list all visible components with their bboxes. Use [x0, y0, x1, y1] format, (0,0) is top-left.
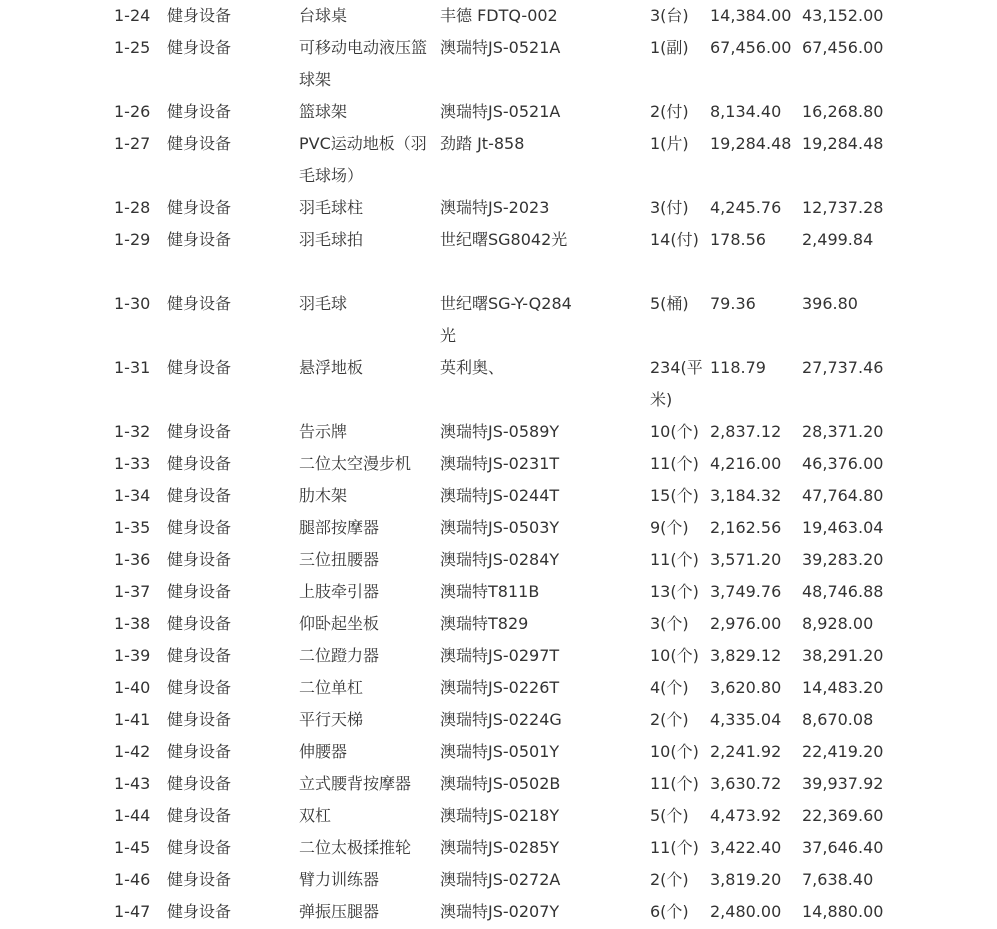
row-quantity: 2(付) [650, 102, 689, 121]
row-id: 1-32 [114, 422, 151, 441]
row-unit-price: 4,335.04 [710, 710, 782, 729]
row-brand: 澳瑞特JS-0224G [440, 710, 562, 729]
row-id: 1-28 [114, 198, 151, 217]
row-quantity: 3(个) [650, 614, 689, 633]
row-total: 48,746.88 [802, 582, 884, 601]
row-category: 健身设备 [167, 710, 232, 729]
row-quantity: 13(个) [650, 582, 699, 601]
row-name: 弹振压腿器 [299, 902, 380, 921]
row-quantity: 11(个) [650, 454, 699, 473]
row-total: 396.80 [802, 294, 858, 313]
row-name: 上肢牵引器 [299, 582, 380, 601]
row-quantity: 3(台) [650, 6, 689, 25]
row-name: 二位单杠 [299, 678, 364, 697]
row-category: 健身设备 [167, 486, 232, 505]
row-total: 7,638.40 [802, 870, 874, 889]
row-quantity: 10(个) [650, 742, 699, 761]
row-id: 1-29 [114, 230, 151, 249]
row-total: 19,463.04 [802, 518, 884, 537]
row-id: 1-36 [114, 550, 151, 569]
row-name: 可移动电动液压篮球架 [299, 38, 428, 89]
row-total: 14,483.20 [802, 678, 884, 697]
row-total: 39,937.92 [802, 774, 884, 793]
row-unit-price: 2,241.92 [710, 742, 782, 761]
row-brand: 澳瑞特JS-0589Y [440, 422, 560, 441]
row-unit-price: 3,829.12 [710, 646, 782, 665]
row-id: 1-45 [114, 838, 151, 857]
row-total: 37,646.40 [802, 838, 884, 857]
row-name: 二位太极揉推轮 [299, 838, 412, 857]
row-quantity: 9(个) [650, 518, 689, 537]
row-quantity: 4(个) [650, 678, 689, 697]
row-category: 健身设备 [167, 646, 232, 665]
row-total: 43,152.00 [802, 6, 884, 25]
row-id: 1-47 [114, 902, 151, 921]
row-quantity: 1(片) [650, 134, 689, 153]
row-brand: 澳瑞特JS-0297T [440, 646, 560, 665]
row-id: 1-27 [114, 134, 151, 153]
row-quantity: 5(个) [650, 806, 689, 825]
row-id: 1-31 [114, 358, 151, 377]
row-name: 悬浮地板 [299, 358, 364, 377]
row-brand: 澳瑞特T829 [440, 614, 529, 633]
row-id: 1-38 [114, 614, 151, 633]
row-brand: 澳瑞特JS-0231T [440, 454, 560, 473]
row-total: 8,670.08 [802, 710, 874, 729]
row-unit-price: 3,422.40 [710, 838, 782, 857]
row-id: 1-25 [114, 38, 151, 57]
table-row [0, 864, 997, 896]
row-id: 1-26 [114, 102, 151, 121]
row-total: 27,737.46 [802, 358, 884, 377]
row-id: 1-34 [114, 486, 151, 505]
row-unit-price: 118.79 [710, 358, 766, 377]
table-row [0, 192, 997, 224]
table-row [0, 576, 997, 608]
row-name: 羽毛球柱 [299, 198, 364, 217]
table-row [0, 896, 997, 928]
row-name: 臂力训练器 [299, 870, 380, 889]
row-id: 1-33 [114, 454, 151, 473]
row-brand: 澳瑞特JS-0521A [440, 38, 561, 57]
row-brand: 澳瑞特JS-0501Y [440, 742, 560, 761]
row-category: 健身设备 [167, 38, 232, 57]
table-row [0, 544, 997, 576]
row-total: 46,376.00 [802, 454, 884, 473]
row-quantity: 15(个) [650, 486, 699, 505]
row-total: 2,499.84 [802, 230, 874, 249]
row-brand: 澳瑞特JS-0502B [440, 774, 561, 793]
row-unit-price: 2,162.56 [710, 518, 782, 537]
row-name: 腿部按摩器 [299, 518, 380, 537]
row-quantity: 6(个) [650, 902, 689, 921]
row-id: 1-46 [114, 870, 151, 889]
row-brand: 劲踏 Jt-858 [440, 134, 525, 153]
table-row [0, 352, 997, 416]
row-brand: 英利奥、 [440, 358, 505, 377]
row-category: 健身设备 [167, 134, 232, 153]
row-name: 仰卧起坐板 [299, 614, 380, 633]
table-row [0, 224, 997, 288]
table-row [0, 608, 997, 640]
row-total: 47,764.80 [802, 486, 884, 505]
table-row [0, 736, 997, 768]
row-brand: 澳瑞特JS-2023 [440, 198, 550, 217]
row-category: 健身设备 [167, 102, 232, 121]
row-quantity: 11(个) [650, 774, 699, 793]
row-brand: 澳瑞特JS-0284Y [440, 550, 560, 569]
row-brand: 澳瑞特JS-0503Y [440, 518, 560, 537]
row-brand: 澳瑞特JS-0207Y [440, 902, 560, 921]
row-category: 健身设备 [167, 198, 232, 217]
table-row [0, 96, 997, 128]
row-id: 1-43 [114, 774, 151, 793]
row-name: 二位太空漫步机 [299, 454, 412, 473]
row-unit-price: 3,630.72 [710, 774, 782, 793]
row-name: 双杠 [299, 806, 332, 825]
row-brand: 澳瑞特T811B [440, 582, 540, 601]
row-unit-price: 4,245.76 [710, 198, 782, 217]
row-name: PVC运动地板（羽毛球场） [299, 134, 427, 185]
row-total: 22,369.60 [802, 806, 884, 825]
row-category: 健身设备 [167, 902, 232, 921]
table-row [0, 640, 997, 672]
row-unit-price: 3,749.76 [710, 582, 782, 601]
row-unit-price: 2,976.00 [710, 614, 782, 633]
row-category: 健身设备 [167, 294, 232, 313]
row-id: 1-42 [114, 742, 151, 761]
table-row [0, 288, 997, 352]
row-quantity: 11(个) [650, 550, 699, 569]
row-brand: 澳瑞特JS-0272A [440, 870, 561, 889]
row-unit-price: 3,620.80 [710, 678, 782, 697]
row-category: 健身设备 [167, 230, 232, 249]
row-name: 三位扭腰器 [299, 550, 380, 569]
row-unit-price: 4,473.92 [710, 806, 782, 825]
row-quantity: 14(付) [650, 230, 699, 249]
row-total: 14,880.00 [802, 902, 884, 921]
table-row [0, 416, 997, 448]
row-brand: 世纪曙SG-Y-Q284光 [440, 294, 572, 345]
table-row [0, 512, 997, 544]
row-unit-price: 2,837.12 [710, 422, 782, 441]
table-row [0, 448, 997, 480]
row-id: 1-41 [114, 710, 151, 729]
row-name: 二位蹬力器 [299, 646, 380, 665]
table-row [0, 0, 997, 32]
table-row [0, 800, 997, 832]
table-row [0, 480, 997, 512]
row-quantity: 3(付) [650, 198, 689, 217]
row-name: 告示牌 [299, 422, 348, 441]
row-total: 12,737.28 [802, 198, 884, 217]
row-category: 健身设备 [167, 870, 232, 889]
row-quantity: 234(平米) [650, 358, 703, 409]
row-category: 健身设备 [167, 742, 232, 761]
row-name: 伸腰器 [299, 742, 348, 761]
row-name: 肋木架 [299, 486, 348, 505]
row-category: 健身设备 [167, 614, 232, 633]
row-category: 健身设备 [167, 582, 232, 601]
row-brand: 世纪曙SG8042光 [440, 230, 568, 249]
row-name: 羽毛球 [299, 294, 348, 313]
table-row [0, 832, 997, 864]
row-brand: 澳瑞特JS-0285Y [440, 838, 560, 857]
row-unit-price: 2,480.00 [710, 902, 782, 921]
row-total: 16,268.80 [802, 102, 884, 121]
row-id: 1-30 [114, 294, 151, 313]
table-row [0, 704, 997, 736]
row-quantity: 1(副) [650, 38, 689, 57]
row-category: 健身设备 [167, 454, 232, 473]
row-name: 羽毛球拍 [299, 230, 364, 249]
row-total: 22,419.20 [802, 742, 884, 761]
row-category: 健身设备 [167, 422, 232, 441]
row-category: 健身设备 [167, 838, 232, 857]
row-id: 1-37 [114, 582, 151, 601]
row-quantity: 2(个) [650, 870, 689, 889]
row-brand: 澳瑞特JS-0521A [440, 102, 561, 121]
row-category: 健身设备 [167, 806, 232, 825]
row-category: 健身设备 [167, 6, 232, 25]
row-name: 篮球架 [299, 102, 348, 121]
row-quantity: 10(个) [650, 646, 699, 665]
row-id: 1-35 [114, 518, 151, 537]
row-unit-price: 3,571.20 [710, 550, 782, 569]
row-quantity: 2(个) [650, 710, 689, 729]
row-category: 健身设备 [167, 358, 232, 377]
table-row [0, 128, 997, 192]
row-unit-price: 3,184.32 [710, 486, 782, 505]
row-id: 1-24 [114, 6, 151, 25]
row-unit-price: 3,819.20 [710, 870, 782, 889]
row-brand: 澳瑞特JS-0226T [440, 678, 560, 697]
row-category: 健身设备 [167, 550, 232, 569]
row-brand: 澳瑞特JS-0244T [440, 486, 560, 505]
row-unit-price: 79.36 [710, 294, 756, 313]
row-total: 39,283.20 [802, 550, 884, 569]
row-quantity: 11(个) [650, 838, 699, 857]
row-unit-price: 19,284.48 [710, 134, 792, 153]
row-brand: 丰德 FDTQ-002 [440, 6, 558, 25]
table-row [0, 768, 997, 800]
row-unit-price: 67,456.00 [710, 38, 792, 57]
row-total: 28,371.20 [802, 422, 884, 441]
row-id: 1-44 [114, 806, 151, 825]
table-row [0, 672, 997, 704]
row-brand: 澳瑞特JS-0218Y [440, 806, 560, 825]
row-id: 1-40 [114, 678, 151, 697]
row-category: 健身设备 [167, 774, 232, 793]
row-unit-price: 178.56 [710, 230, 766, 249]
row-name: 台球桌 [299, 6, 348, 25]
row-name: 立式腰背按摩器 [299, 774, 412, 793]
row-category: 健身设备 [167, 678, 232, 697]
row-name: 平行天梯 [299, 710, 364, 729]
row-quantity: 10(个) [650, 422, 699, 441]
row-unit-price: 4,216.00 [710, 454, 782, 473]
row-unit-price: 8,134.40 [710, 102, 782, 121]
row-total: 8,928.00 [802, 614, 874, 633]
row-id: 1-39 [114, 646, 151, 665]
row-total: 67,456.00 [802, 38, 884, 57]
row-total: 38,291.20 [802, 646, 884, 665]
table-row [0, 32, 997, 96]
row-category: 健身设备 [167, 518, 232, 537]
row-total: 19,284.48 [802, 134, 884, 153]
row-unit-price: 14,384.00 [710, 6, 792, 25]
row-quantity: 5(桶) [650, 294, 689, 313]
